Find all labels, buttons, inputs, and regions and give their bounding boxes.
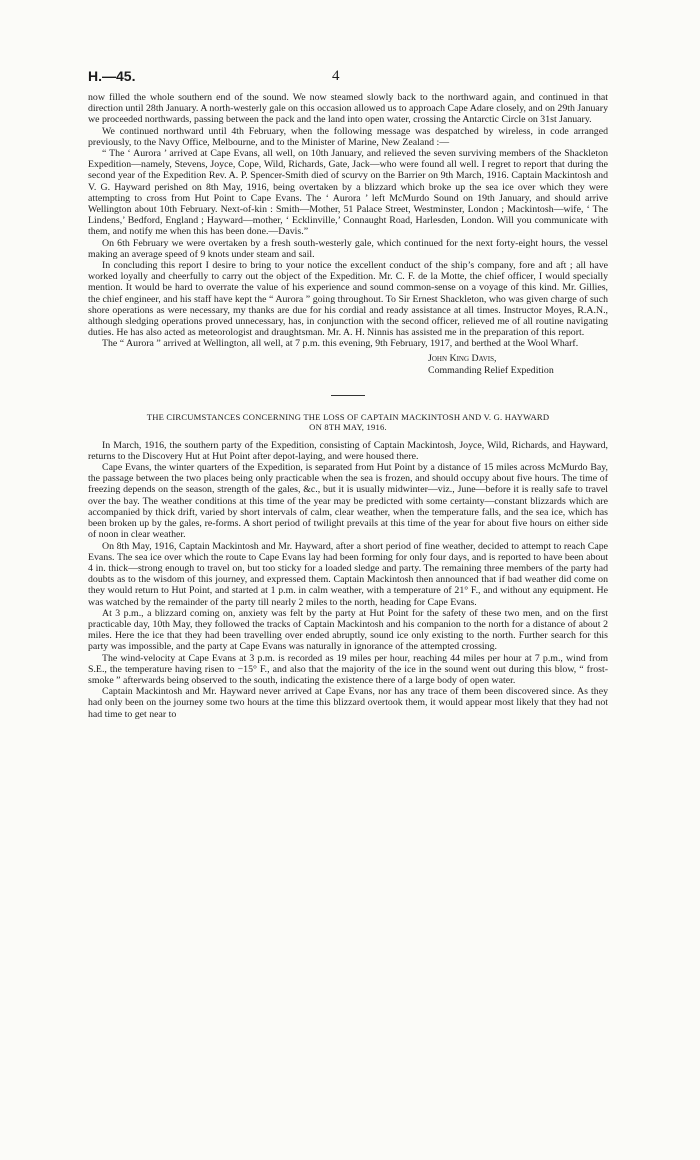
section-heading <box>88 412 608 432</box>
section-body <box>88 440 608 720</box>
section-heading-date: ON 8TH MAY, 1916. <box>309 421 387 432</box>
paragraph: In concluding this report I desire to bring to your notice the excellent conduct of the ship’s company, fore and aft ; all have worked loyally and cheerfully to carry out the object of the Expedition. Mr. C. F. de la Motte, the chief officer, I would specially mention. It would be hard to overrate the value of his experience and sound common-sense on a voyage of this kind. Mr. Gillies, the chief engineer, and his staff have kept the “ Aurora ” going throughout. To Sir Ernest Shackleton, who was given charge of such shore operations as were necessary, my thanks are due for his cordial and ready assistance at all times. Instructor Moyes, R.A.N., although sledging operations proved unnecessary, has, in conjunction with the second officer, relieved me of all routine navigating duties. He has also acted as meteorologist and draughtsman. Mr. A. H. Ninnis has assisted me in the preparation of this report. <box>88 260 608 339</box>
signature-title: Commanding Relief Expedition <box>428 364 554 376</box>
paragraph: At 3 p.m., a blizzard coming on, anxiety was felt by the party at Hut Point for the safety of these two men, and on the first practicable day, 10th May, they followed the tracks of Captain Mackintosh and his companion to the north for a distance of about 2 miles. Here the ice that they had been travelling over ended abruptly, sound ice only existing to the north. Further search for this party was impossible, and the party at Cape Evans was naturally in ignorance of the attempted crossing. <box>88 607 608 653</box>
paragraph: We continued northward until 4th February, when the following message was despatched by wireless, in code arranged previously, to the Navy Office, Melbourne, and to the Minister of Marine, New Zealand :— <box>88 125 608 148</box>
paragraph: The “ Aurora ” arrived at Wellington, all well, at 7 p.m. this evening, 9th February, 1917, and berthed at the Wool Wharf. <box>102 338 579 350</box>
paragraph: The wind-velocity at Cape Evans at 3 p.m. is recorded as 19 miles per hour, reaching 44 miles per hour at 7 p.m., wind from S.E., the temperature having risen to −15° F., and also that the majority of the ice in the sound went out during this blow, “ frost-smoke ” afterwards being observed to the south, indicating the existence there of a large body of open water. <box>88 652 608 686</box>
paragraph: In March, 1916, the southern party of the Expedition, consisting of Captain Mackintosh, Joyce, Wild, Richards, and Hayward, returns to the Discovery Hut at Hut Point after depot-laying, and were housed there. <box>88 439 608 462</box>
paragraph: On 8th May, 1916, Captain Mackintosh and Mr. Hayward, after a short period of fine weather, decided to attempt to reach Cape Evans. The sea ice over which the route to Cape Evans lay had been forming for only four days, and is reported to have been about 4 in. thick—strong enough to travel on, but too sticky for a loaded sledge and party. The remaining three members of the party had doubts as to the wisdom of this journey, and expressed them. Captain Mackintosh then announced that if bad weather did come on they would return to Hut Point, and started at 1 p.m. in calm weather, with a temperature of 21° F., and without any equipment. He was watched by the remainder of the party till nearly 2 miles to the north, heading for Cape Evans. <box>88 540 608 608</box>
paragraph: Cape Evans, the winter quarters of the Expedition, is separated from Hut Point by a distance of 15 miles across McMurdo Bay, the passage between the two places being only practicable when the sea is frozen, and should occupy about five hours. The time of freezing depends on the season, strength of the gales, &c., but it is usually midwinter—viz., June—before it is really safe to travel over the bay. The weather conditions at this time of the year may be predicted with some certainty—constant blizzards which are accompanied by thick drift, varied by short intervals of calm, clear weather, when the temperature falls, and the sea ice, which has been broken up by the gales, re-forms. A short period of twilight prevails at this time of the year for about five hours on either side of noon in clear weather. <box>88 462 608 541</box>
report-body <box>88 92 608 350</box>
document-page <box>88 68 608 720</box>
page-number: 4 <box>332 68 340 84</box>
section-heading-line: THE CIRCUMSTANCES CONCERNING THE LOSS OF CAPTAIN MACKINTOSH AND V. G. HAYWARD <box>146 411 550 422</box>
signature-block <box>428 353 608 377</box>
section-divider <box>331 395 365 396</box>
wireless-message: “ The ‘ Aurora ’ arrived at Cape Evans, all well, on 10th January, and relieved the seven surviving members of the Shackleton Expedition—namely, Stevens, Joyce, Cope, Wild, Richards, Gate, Jack—who were found all well. I regret to report that during the second year of the Expedition Rev. A. P. Spencer-Smith died of scurvy on the Barrier on 9th March, 1916. Captain Mackintosh and V. G. Hayward perished on 8th May, 1916, being overtaken by a blizzard which broke up the sea ice over which they were attempting to cross from Hut Point to Cape Evans. The ‘ Aurora ’ left McMurdo Sound on 19th January, and should arrive Wellington about 10th February. Next-of-kin : Smith—Mother, 51 Palace Street, Westminster, London ; Mackintosh—wife, ‘ The Lindens,’ Bedford, England ; Hayward—mother, ‘ Ecklinville,’ Connaught Road, Harlesden, London. Will you communicate with them, and notify me when this has been done.—Davis.” <box>88 148 608 238</box>
paragraph: now filled the whole southern end of the sound. We now steamed slowly back to the northward again, and continued in that direction until 28th January. A north-westerly gale on this occasion allowed us to approach Cape Adare closely, and on 29th January we proceeded northwards, passing between the pack and the land into open water, crossing the Antarctic Circle on 31st January. <box>88 92 608 126</box>
paragraph: On 6th February we were overtaken by a fresh south-westerly gale, which continued for the next forty-eight hours, the vessel making an average speed of 9 knots under steam and sail. <box>88 237 608 260</box>
document-reference: H.—45. <box>88 68 136 84</box>
paragraph: Captain Mackintosh and Mr. Hayward never arrived at Cape Evans, nor has any trace of them been discovered since. As they had only been on the journey some two hours at the time this blizzard overtook them, it would appear most likely that they had not had time to get near to <box>88 686 608 720</box>
page-header <box>88 68 608 92</box>
signature-name: John King Davis, <box>428 352 497 364</box>
